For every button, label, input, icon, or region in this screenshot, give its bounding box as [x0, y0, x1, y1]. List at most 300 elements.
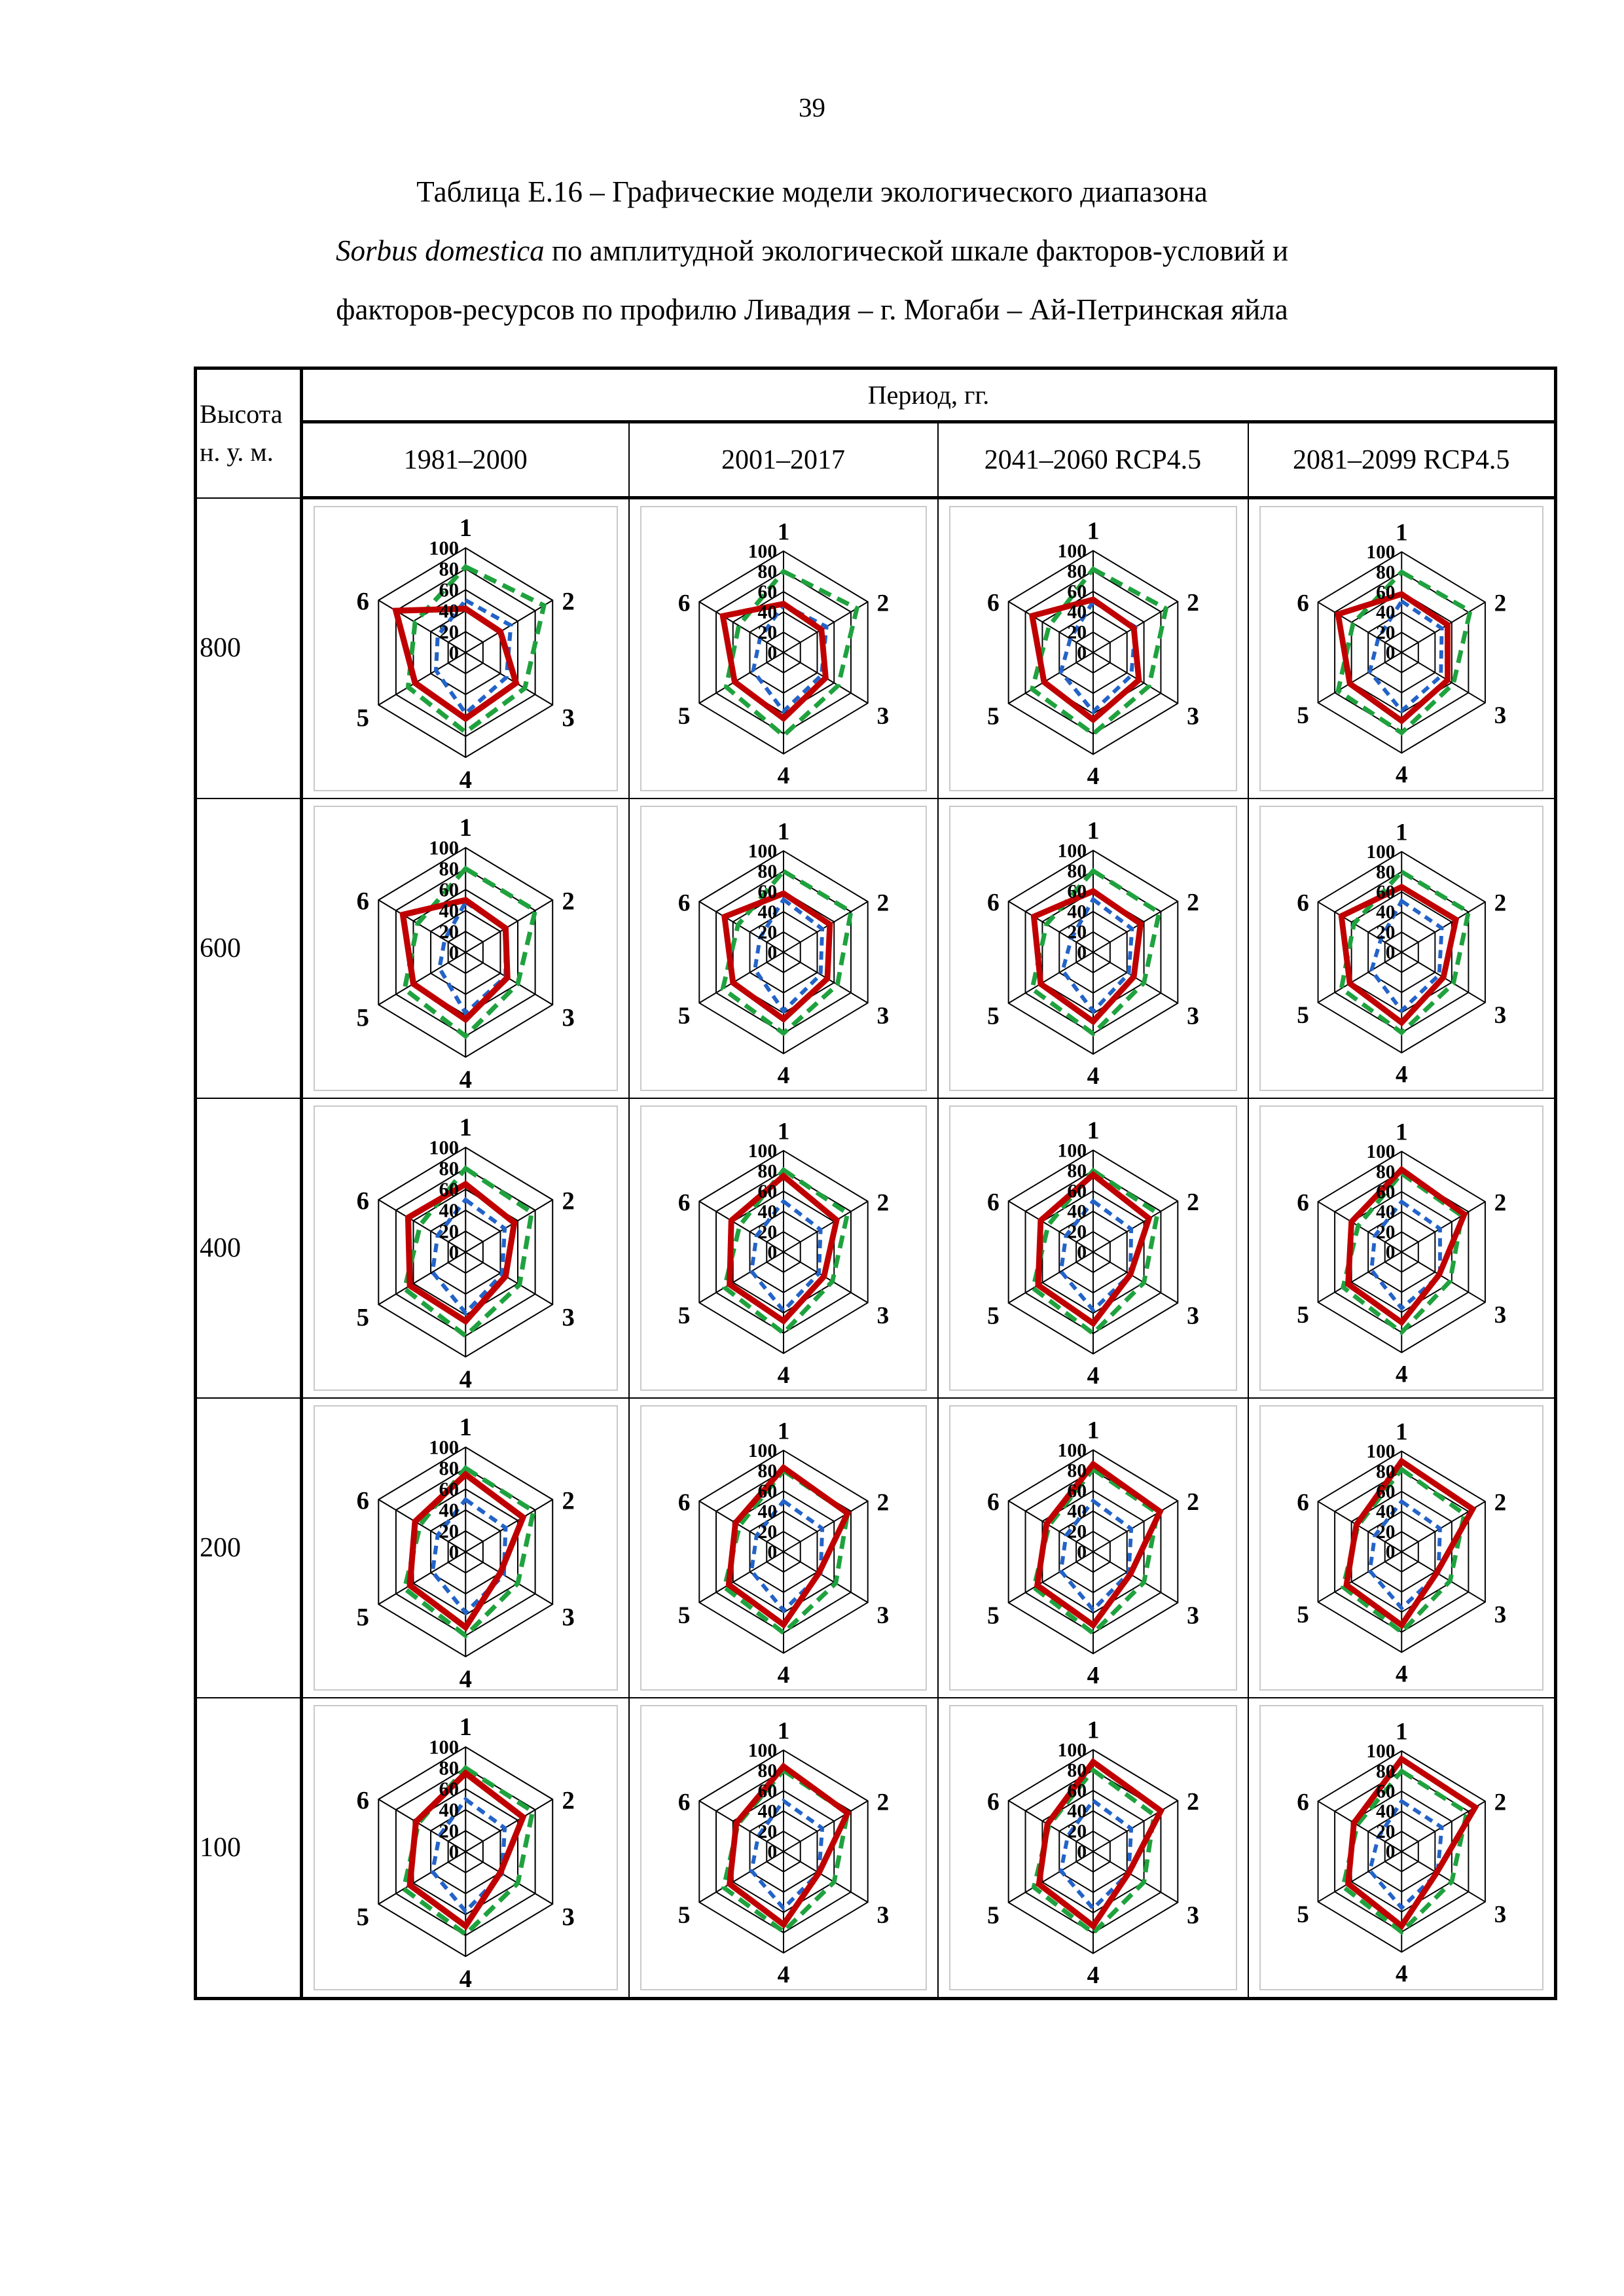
axis-label: 4 — [1087, 1662, 1099, 1689]
ring-label: 0 — [1076, 642, 1087, 664]
ring-label: 100 — [748, 541, 777, 562]
ring-label: 20 — [1066, 622, 1087, 643]
ring-label: 80 — [1066, 1760, 1087, 1782]
radar-chart-cell — [1248, 1398, 1556, 1698]
ring-label: 100 — [748, 1140, 777, 1162]
axis-label: 4 — [1087, 1962, 1099, 1989]
ring-label: 100 — [748, 840, 777, 862]
radar-chart-svg — [950, 807, 1236, 1090]
radar-chart — [314, 806, 618, 1091]
axis-label: 5 — [356, 1604, 370, 1632]
ring-label: 100 — [429, 1736, 460, 1759]
axis-label: 6 — [677, 889, 690, 917]
axis-label: 3 — [1186, 1002, 1199, 1030]
radar-chart-svg — [641, 807, 926, 1090]
ring-label: 20 — [757, 1821, 777, 1842]
axis-label: 5 — [1296, 702, 1309, 729]
axis-label: 1 — [777, 1418, 789, 1445]
axis-label: 3 — [562, 1903, 575, 1931]
ring-label: 60 — [1066, 1181, 1087, 1202]
ring-label: 40 — [1375, 902, 1395, 924]
ring-label: 80 — [1066, 1460, 1087, 1482]
table-row-100 — [196, 1698, 1556, 1999]
axis-label: 5 — [677, 1002, 690, 1030]
radar-chart — [949, 1405, 1237, 1691]
ring-label: 0 — [767, 1541, 777, 1563]
radar-chart — [640, 1105, 927, 1391]
ring-label: 60 — [757, 1480, 777, 1502]
ring-label: 40 — [1375, 1801, 1395, 1823]
radar-chart — [949, 1705, 1237, 1990]
axis-label: 4 — [777, 1662, 789, 1689]
ring-label: 40 — [757, 1801, 777, 1822]
red-solid-series — [1037, 1464, 1159, 1625]
axis-label: 3 — [562, 1604, 575, 1632]
ring-label: 100 — [1365, 842, 1395, 863]
radar-chart-cell — [1248, 1698, 1556, 1999]
ring-label: 0 — [448, 1241, 460, 1264]
axis-label: 1 — [777, 818, 789, 846]
ring-label: 60 — [439, 1778, 460, 1801]
ring-label: 20 — [1066, 1521, 1087, 1543]
ring-label: 0 — [1385, 942, 1395, 963]
radar-chart-cell — [302, 498, 629, 799]
axis-label: 1 — [1087, 1716, 1099, 1744]
radar-chart-cell — [938, 1398, 1248, 1698]
ring-label: 20 — [1375, 1221, 1395, 1243]
axis-label: 5 — [986, 1901, 1000, 1929]
radar-chart-cell — [629, 1698, 938, 1999]
axis-label: 2 — [1186, 589, 1199, 617]
axis-label: 2 — [876, 590, 889, 617]
ring-label: 20 — [1066, 1221, 1087, 1243]
axis-label: 1 — [1395, 1119, 1408, 1146]
axis-label: 1 — [1395, 819, 1408, 846]
ring-label: 80 — [1375, 861, 1395, 883]
radar-chart-cell — [629, 1098, 938, 1398]
ring-label: 40 — [757, 1201, 777, 1223]
ring-label: 80 — [757, 1160, 777, 1182]
ring-label: 0 — [767, 942, 777, 963]
axis-label: 6 — [986, 589, 1000, 617]
table-row-800 — [196, 498, 1556, 799]
ring-label: 80 — [439, 558, 460, 581]
axis-label: 6 — [356, 1487, 370, 1515]
ring-label: 60 — [1375, 582, 1395, 603]
column-header-1981-2000: 1981–2000 — [302, 422, 629, 498]
axis-label: 2 — [562, 1187, 575, 1215]
axis-label: 1 — [1395, 1718, 1408, 1746]
ring-label: 60 — [1375, 1181, 1395, 1203]
radar-chart-cell — [938, 498, 1248, 799]
axis-label: 3 — [1494, 1001, 1506, 1029]
ring-label: 60 — [439, 878, 460, 901]
axis-label: 4 — [777, 762, 789, 790]
ring-label: 80 — [1375, 562, 1395, 583]
axis-label: 4 — [777, 1362, 789, 1390]
ring-label: 80 — [1375, 1461, 1395, 1482]
radar-chart-svg — [1261, 1407, 1543, 1689]
radar-chart-svg — [315, 1107, 617, 1390]
ring-label: 40 — [1066, 1201, 1087, 1223]
axis-label: 3 — [562, 704, 575, 732]
radar-chart — [949, 806, 1237, 1091]
axis-label: 6 — [677, 1489, 690, 1516]
radar-chart-cell — [1248, 798, 1556, 1098]
caption-text-3: факторов-ресурсов по профилю Ливадия – г. Могаби – Ай-Петринская яйла — [336, 293, 1288, 326]
axis-label: 1 — [459, 814, 472, 842]
axis-label: 4 — [459, 766, 472, 790]
radar-chart-svg — [950, 1407, 1236, 1689]
axis-label: 1 — [1395, 1418, 1408, 1446]
radar-chart-cell — [629, 798, 938, 1098]
corner-header — [196, 368, 302, 498]
radar-chart-svg — [1261, 507, 1543, 790]
axis-label: 6 — [356, 1787, 370, 1815]
ring-label: 0 — [767, 1242, 777, 1263]
axis-label: 1 — [459, 1713, 472, 1741]
ring-label: 60 — [1375, 1781, 1395, 1803]
ring-label: 80 — [439, 1157, 460, 1180]
ring-label: 0 — [1385, 642, 1395, 664]
ring-label: 100 — [429, 836, 460, 859]
radar-chart — [640, 506, 927, 791]
caption-text-2: по амплитудной экологической шкале факторов-условий и — [544, 234, 1289, 267]
radar-chart-svg — [1261, 807, 1543, 1090]
ring-label: 0 — [1385, 1841, 1395, 1863]
ring-label: 100 — [1365, 1441, 1395, 1463]
ring-label: 100 — [748, 1740, 777, 1761]
ring-label: 60 — [1066, 1780, 1087, 1802]
axis-label: 2 — [1186, 1488, 1199, 1516]
axis-label: 3 — [876, 1302, 889, 1329]
radar-chart-svg — [1261, 1706, 1543, 1989]
radar-chart — [314, 1105, 618, 1391]
axis-label: 2 — [1494, 1189, 1506, 1217]
radar-chart — [314, 1705, 618, 1990]
axis-label: 3 — [1186, 1602, 1199, 1630]
axis-label: 2 — [876, 1489, 889, 1516]
ring-label: 60 — [757, 881, 777, 903]
axis-label: 3 — [876, 1002, 889, 1030]
axis-label: 5 — [1296, 1901, 1309, 1928]
axis-label: 1 — [1087, 517, 1099, 545]
caption-text-1: Таблица Е.16 – Графические модели экологического диапазона — [416, 175, 1208, 208]
axis-label: 5 — [356, 704, 370, 732]
axis-label: 4 — [459, 1965, 472, 1989]
axis-label: 3 — [1494, 702, 1506, 729]
ring-label: 100 — [1365, 1741, 1395, 1763]
axis-label: 4 — [1395, 1061, 1408, 1088]
axis-label: 2 — [562, 1787, 575, 1815]
axis-label: 2 — [1494, 1789, 1506, 1816]
axis-label: 3 — [562, 1304, 575, 1332]
ring-label: 40 — [439, 1799, 460, 1821]
ring-label: 0 — [1076, 1242, 1087, 1263]
axis-label: 6 — [677, 1789, 690, 1816]
ring-label: 0 — [1076, 942, 1087, 963]
axis-label: 4 — [1395, 1660, 1408, 1688]
page-number: 39 — [799, 92, 825, 122]
ring-label: 40 — [1375, 602, 1395, 624]
ring-label: 0 — [448, 941, 460, 964]
radar-chart — [640, 1405, 927, 1691]
radar-chart — [949, 506, 1237, 791]
ring-label: 100 — [748, 1440, 777, 1462]
axis-label: 1 — [459, 1113, 472, 1141]
column-header-2001-2017: 2001–2017 — [629, 422, 938, 498]
ring-label: 80 — [1375, 1161, 1395, 1183]
ring-label: 20 — [1066, 922, 1087, 943]
ring-label: 20 — [1375, 1521, 1395, 1543]
ring-label: 20 — [439, 1220, 460, 1243]
ring-label: 20 — [1066, 1821, 1087, 1842]
ring-label: 40 — [1375, 1501, 1395, 1523]
ring-label: 0 — [448, 641, 460, 664]
ring-label: 20 — [439, 920, 460, 943]
axis-label: 3 — [876, 1901, 889, 1929]
axis-label: 2 — [1494, 1489, 1506, 1516]
axis-label: 6 — [356, 588, 370, 616]
ring-label: 100 — [429, 537, 460, 560]
table-header — [196, 368, 1556, 498]
axis-label: 4 — [777, 1962, 789, 1989]
radar-chart — [640, 806, 927, 1091]
axis-label: 2 — [1186, 1189, 1199, 1217]
axis-label: 3 — [1186, 702, 1199, 730]
ring-label: 20 — [439, 620, 460, 643]
caption-line-2 — [164, 221, 1460, 280]
table-body — [196, 498, 1556, 1999]
radar-chart-cell — [629, 1398, 938, 1698]
axis-label: 6 — [986, 1488, 1000, 1516]
ring-label: 100 — [1057, 1140, 1087, 1162]
ring-label: 80 — [1375, 1761, 1395, 1782]
axis-label: 3 — [876, 702, 889, 730]
radar-chart — [1259, 1105, 1544, 1391]
axis-label: 1 — [777, 1717, 789, 1745]
ring-label: 60 — [1066, 581, 1087, 603]
radar-chart-cell — [938, 798, 1248, 1098]
axis-label: 2 — [562, 588, 575, 616]
ring-label: 20 — [1375, 922, 1395, 943]
column-header-2041-2060-rcp45: 2041–2060 RCP4.5 — [938, 422, 1248, 498]
caption-line-3 — [164, 280, 1460, 339]
ring-label: 60 — [757, 1181, 777, 1202]
axis-label: 4 — [459, 1365, 472, 1390]
axis-label: 6 — [986, 889, 1000, 917]
radar-chart — [640, 1705, 927, 1990]
ring-label: 60 — [757, 1780, 777, 1802]
radar-table — [194, 367, 1557, 2000]
ring-label: 20 — [1375, 1821, 1395, 1842]
column-header-2081-2099-rcp45: 2081–2099 RCP4.5 — [1248, 422, 1556, 498]
ring-label: 80 — [757, 561, 777, 583]
axis-label: 6 — [677, 590, 690, 617]
axis-label: 6 — [677, 1189, 690, 1217]
axis-label: 4 — [1087, 762, 1099, 790]
ring-label: 20 — [757, 922, 777, 943]
radar-chart-cell — [1248, 1098, 1556, 1398]
axis-label: 1 — [1087, 817, 1099, 845]
ring-label: 20 — [439, 1520, 460, 1543]
axis-label: 5 — [986, 1302, 1000, 1330]
axis-label: 4 — [777, 1062, 789, 1090]
axis-label: 4 — [1395, 761, 1408, 789]
ring-label: 100 — [429, 1436, 460, 1459]
ring-label: 0 — [767, 642, 777, 664]
row-height-label: 800 — [196, 498, 302, 799]
axis-label: 5 — [986, 1002, 1000, 1030]
corner-header-line2: н. у. м. — [200, 437, 274, 467]
radar-chart-cell — [302, 1398, 629, 1698]
ring-label: 80 — [439, 857, 460, 880]
axis-label: 3 — [1186, 1302, 1199, 1330]
radar-chart-cell — [1248, 498, 1556, 799]
axis-label: 4 — [1087, 1062, 1099, 1090]
ring-label: 60 — [1375, 882, 1395, 903]
radar-chart — [1259, 506, 1544, 791]
red-solid-series — [408, 1184, 514, 1321]
radar-chart — [314, 506, 618, 791]
axis-label: 2 — [562, 1487, 575, 1515]
ring-label: 40 — [757, 901, 777, 923]
axis-label: 3 — [1186, 1901, 1199, 1929]
axis-label: 6 — [1296, 1789, 1309, 1816]
ring-label: 80 — [1066, 1160, 1087, 1182]
ring-label: 40 — [439, 899, 460, 922]
axis-label: 5 — [356, 1903, 370, 1931]
ring-label: 100 — [1057, 840, 1087, 862]
ring-label: 80 — [757, 861, 777, 882]
radar-chart-svg — [315, 1706, 617, 1989]
ring-label: 80 — [757, 1460, 777, 1482]
axis-label: 1 — [459, 514, 472, 542]
ring-label: 100 — [1365, 542, 1395, 564]
radar-chart — [314, 1405, 618, 1691]
period-header: Период, гг. — [302, 368, 1556, 422]
corner-header-line1: Высота — [200, 399, 283, 429]
axis-label: 1 — [777, 1118, 789, 1145]
axis-label: 4 — [459, 1066, 472, 1090]
axis-label: 2 — [1494, 889, 1506, 917]
axis-label: 3 — [876, 1602, 889, 1629]
ring-label: 0 — [448, 1541, 460, 1564]
table-row-400 — [196, 1098, 1556, 1398]
axis-label: 5 — [356, 1304, 370, 1332]
axis-label: 5 — [1296, 1001, 1309, 1029]
radar-chart-cell — [302, 1698, 629, 1999]
radar-chart-cell — [938, 1098, 1248, 1398]
caption-line-1 — [164, 162, 1460, 221]
red-solid-series — [1348, 1170, 1464, 1322]
ring-label: 100 — [429, 1136, 460, 1159]
row-height-label: 600 — [196, 798, 302, 1098]
radar-chart-svg — [315, 1407, 617, 1689]
ring-label: 100 — [1057, 541, 1087, 562]
ring-label: 0 — [1076, 1841, 1087, 1863]
radar-chart — [1259, 806, 1544, 1091]
axis-label: 2 — [876, 1189, 889, 1217]
row-height-label: 400 — [196, 1098, 302, 1398]
axis-label: 1 — [1395, 519, 1408, 547]
ring-label: 80 — [1066, 561, 1087, 583]
ring-label: 60 — [1066, 1480, 1087, 1502]
axis-label: 1 — [1087, 1416, 1099, 1444]
axis-label: 5 — [677, 1602, 690, 1629]
ring-label: 0 — [767, 1841, 777, 1863]
ring-label: 40 — [1066, 1801, 1087, 1822]
axis-label: 4 — [459, 1665, 472, 1689]
ring-label: 40 — [1066, 1501, 1087, 1522]
axis-label: 5 — [1296, 1301, 1309, 1329]
radar-chart — [1259, 1405, 1544, 1691]
ring-label: 40 — [439, 600, 460, 622]
axis-label: 6 — [1296, 1489, 1309, 1516]
ring-label: 0 — [1385, 1242, 1395, 1263]
ring-label: 20 — [757, 1221, 777, 1243]
axis-label: 4 — [1087, 1362, 1099, 1390]
axis-label: 5 — [677, 1302, 690, 1329]
species-name: Sorbus domestica — [335, 234, 545, 267]
ring-label: 60 — [1066, 881, 1087, 903]
axis-label: 2 — [562, 888, 575, 916]
radar-chart-svg — [641, 507, 926, 790]
axis-label: 3 — [1494, 1301, 1506, 1329]
axis-label: 5 — [1296, 1601, 1309, 1628]
ring-label: 100 — [1057, 1740, 1087, 1761]
axis-label: 2 — [1186, 889, 1199, 917]
radar-chart-svg — [950, 1706, 1236, 1989]
axis-label: 2 — [876, 1789, 889, 1816]
ring-label: 40 — [757, 601, 777, 623]
axis-label: 6 — [356, 888, 370, 916]
axis-label: 4 — [1395, 1361, 1408, 1388]
ring-label: 80 — [1066, 861, 1087, 882]
ring-label: 20 — [757, 622, 777, 643]
radar-chart-svg — [315, 807, 617, 1090]
ring-label: 20 — [439, 1820, 460, 1842]
radar-chart-svg — [641, 1706, 926, 1989]
radar-chart-svg — [950, 507, 1236, 790]
radar-chart-cell — [629, 498, 938, 799]
axis-label: 1 — [459, 1413, 472, 1441]
radar-chart — [1259, 1705, 1544, 1990]
ring-label: 20 — [757, 1521, 777, 1543]
axis-label: 2 — [1186, 1788, 1199, 1816]
radar-chart-cell — [938, 1698, 1248, 1999]
axis-label: 3 — [562, 1004, 575, 1032]
radar-chart-svg — [1261, 1107, 1543, 1390]
radar-chart-svg — [641, 1407, 926, 1689]
ring-label: 80 — [439, 1757, 460, 1780]
axis-label: 2 — [876, 889, 889, 917]
row-height-label: 100 — [196, 1698, 302, 1999]
axis-label: 6 — [986, 1788, 1000, 1816]
ring-label: 100 — [1057, 1440, 1087, 1462]
axis-label: 5 — [986, 1602, 1000, 1630]
ring-label: 40 — [439, 1199, 460, 1222]
axis-label: 4 — [1395, 1960, 1408, 1988]
axis-label: 6 — [1296, 889, 1309, 917]
axis-label: 5 — [677, 1901, 690, 1929]
ring-label: 60 — [439, 1178, 460, 1201]
ring-label: 40 — [1066, 601, 1087, 623]
axis-label: 1 — [1087, 1117, 1099, 1145]
ring-label: 60 — [1375, 1481, 1395, 1503]
ring-label: 0 — [1076, 1541, 1087, 1563]
ring-label: 80 — [757, 1760, 777, 1782]
